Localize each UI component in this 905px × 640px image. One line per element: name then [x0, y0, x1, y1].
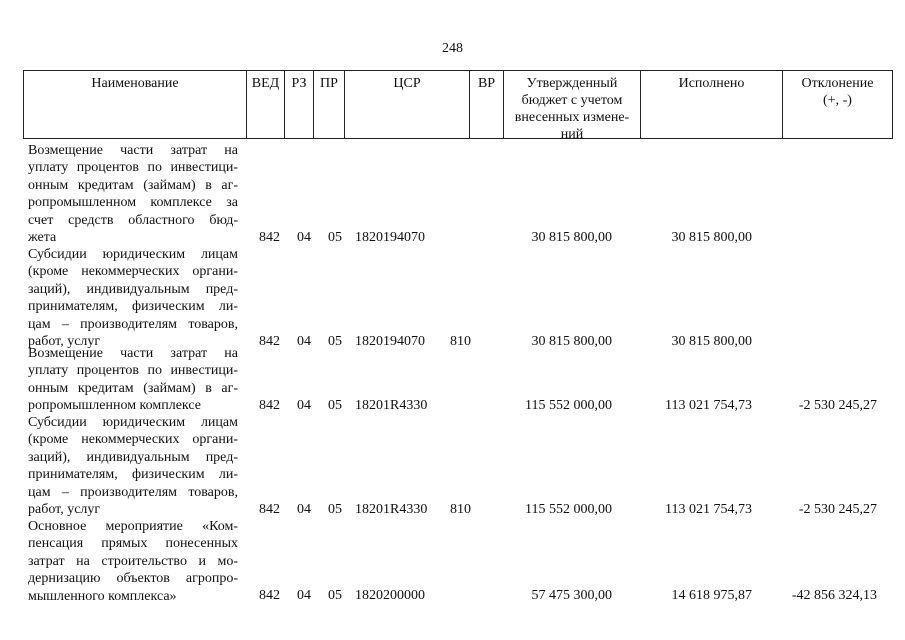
row-pr: 05	[328, 398, 342, 413]
row-rz: 04	[297, 334, 311, 349]
row-budget: 30 815 800,00	[531, 334, 612, 349]
row-budget: 57 475 300,00	[531, 588, 612, 603]
row-deviation: -42 856 324,13	[791, 588, 877, 603]
row-name: Возмещение части затрат на уплату процентов по инвестици- онным кредитам (займам) в аг- ропромышленном комплексе	[28, 346, 238, 414]
table-header	[23, 70, 893, 142]
row-executed: 113 021 754,73	[665, 502, 752, 517]
row-budget: 115 552 000,00	[525, 398, 612, 413]
row-rz: 04	[297, 230, 311, 245]
row-pr: 05	[328, 334, 342, 349]
row-ved: 842	[259, 398, 280, 413]
row-csr: 1820200000	[355, 588, 425, 603]
header-budget: Утвержденный бюджет с учетом внесенных измене- ний	[503, 71, 640, 138]
header-vr: ВР	[469, 71, 503, 138]
header-ved: ВЕД	[246, 71, 284, 138]
row-ved: 842	[259, 230, 280, 245]
header-deviation: Отклонение (+, -)	[782, 71, 892, 138]
row-csr: 18201R4330	[355, 398, 428, 413]
row-name: Основное мероприятие «Ком- пенсация прямых понесенных затрат на строительство и мо- дернизацию объектов агропро- мышленного комплекса»	[28, 519, 238, 604]
row-ved: 842	[259, 588, 280, 603]
header-pr: ПР	[313, 71, 344, 138]
row-rz: 04	[297, 502, 311, 517]
row-executed: 14 618 975,87	[671, 588, 752, 603]
row-executed: 113 021 754,73	[665, 398, 752, 413]
row-csr: 1820194070	[355, 334, 425, 349]
row-rz: 04	[297, 588, 311, 603]
row-name: Возмещение части затрат на уплату процентов по инвестици- онным кредитам (займам) в аг- ропромышленном комплексе за счет средств областного бюд- жета	[28, 143, 238, 246]
row-executed: 30 815 800,00	[671, 230, 752, 245]
header-csr: ЦСР	[344, 71, 469, 138]
row-pr: 05	[328, 502, 342, 517]
header-rz: РЗ	[284, 71, 313, 138]
row-deviation: -2 530 245,27	[798, 398, 877, 413]
page-number: 248	[442, 41, 463, 56]
row-csr: 1820194070	[355, 230, 425, 245]
row-deviation: -2 530 245,27	[798, 502, 877, 517]
row-name: Субсидии юридическим лицам (кроме некоммерческих органи- заций), индивидуальным пред- принимателям, физическим ли- цам – производителям товаров, работ, услуг	[28, 415, 238, 518]
row-budget: 30 815 800,00	[531, 230, 612, 245]
row-rz: 04	[297, 398, 311, 413]
row-csr: 18201R4330	[355, 502, 428, 517]
row-pr: 05	[328, 588, 342, 603]
row-vr: 810	[450, 502, 471, 517]
row-executed: 30 815 800,00	[671, 334, 752, 349]
row-ved: 842	[259, 502, 280, 517]
header-executed: Исполнено	[640, 71, 782, 138]
row-name: Субсидии юридическим лицам (кроме некоммерческих органи- заций), индивидуальным пред- принимателям, физическим ли- цам – производителям товаров, работ, услуг	[28, 247, 238, 350]
row-budget: 115 552 000,00	[525, 502, 612, 517]
row-vr: 810	[450, 334, 471, 349]
row-ved: 842	[259, 334, 280, 349]
row-pr: 05	[328, 230, 342, 245]
header-name: Наименование	[91, 76, 179, 91]
